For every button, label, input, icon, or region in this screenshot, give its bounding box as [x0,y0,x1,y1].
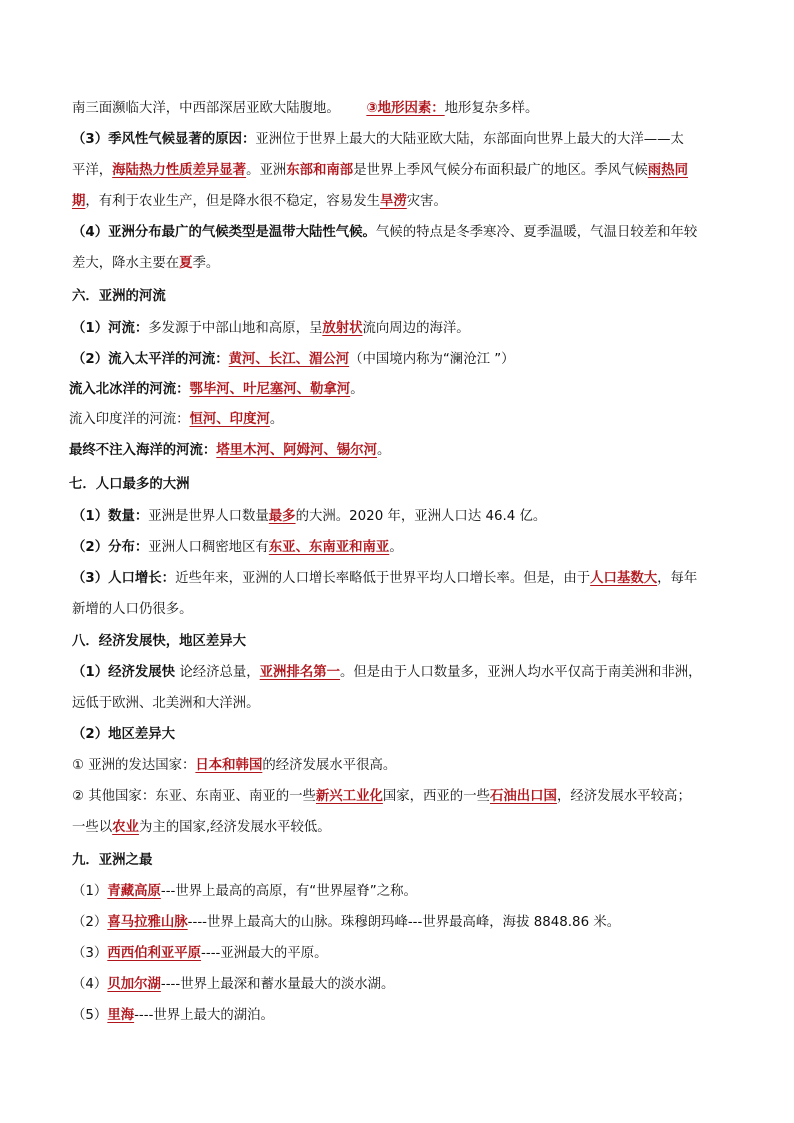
text-span: 。 [350,382,364,397]
text-span: 亚洲位于世界上最大的大陆亚欧大陆，东部面向世界上最大的大洋——太 [255,132,684,147]
key-term: 恒河、印度河 [189,412,270,427]
item-number: （1） [72,884,108,899]
rivers-pacific-line [72,351,515,369]
text-span: 。 [376,443,391,458]
superlative-item [72,1007,274,1025]
rivers-line-1 [72,320,470,338]
text-span: 亚洲是世界人口数量 [148,509,269,524]
text-span: 的经济发展水平很高。 [262,758,397,773]
key-term: 西西伯利亚平原 [107,946,202,961]
text-span: ----世界上最高大的山脉。珠穆朗玛峰---世界最高峰，海拔 8848.86 米。 [187,915,621,930]
text-span: ，经济发展水平较高； [556,789,691,804]
text-span: 差大，降水主要在 [72,256,180,271]
section-heading-population: 七．人口最多的大洲 [69,477,190,492]
text-span: 灾害。 [406,194,447,209]
key-term: 夏 [179,256,193,271]
key-term: 东亚、东南亚和南亚 [268,540,390,555]
item-number: （4） [72,977,108,992]
key-term: 期 [72,194,86,209]
monsoon-line-1 [72,131,684,149]
text-span: ----亚洲最大的平原。 [201,946,328,961]
item-label: 流入北冰洋的河流： [69,382,190,397]
text-span: ① 亚洲的发达国家： [72,758,196,773]
key-term: 人口基数大 [590,571,658,586]
item-label: （3）人口增长： [72,571,176,586]
other-countries-line-2 [72,819,331,837]
text-span: ② 其他国家：东亚、东南亚、南亚的一些 [72,789,316,804]
item-number: （3） [72,946,108,961]
text-span: 。亚洲 [246,163,287,178]
climate-text-line-1 [72,100,538,118]
text-span: 多发源于中部山地和高原，呈 [148,321,323,336]
rivers-indian-line [69,411,283,429]
text-span: 亚洲人口稠密地区有 [148,540,269,555]
key-term: 日本和韩国 [195,758,263,773]
key-term: 里海 [107,1008,135,1023]
key-term: 农业 [112,820,139,835]
other-countries-line-1 [72,788,691,806]
economy-line-2: 远低于欧洲、北美洲和大洋洲。 [72,696,260,711]
superlative-item [72,945,328,963]
rivers-arctic-line [69,381,364,399]
text-span: 气候的特点是冬季寒冷、夏季温暖，气温日较差和年较 [375,225,698,240]
text-span: 一些以 [72,820,113,835]
text-span: 平洋， [72,163,113,178]
key-term: 海陆热力性质差异显著 [112,163,247,178]
item-label: （2）分布： [72,540,149,555]
key-term: 塔里木河、阿姆河、锡尔河 [216,443,377,458]
key-term: 新兴工业化 [315,789,383,804]
monsoon-line-2 [72,162,688,180]
rivers-inland-line [69,442,390,460]
item-label: 流入印度洋的河流： [69,412,190,427]
key-term: 喜马拉雅山脉 [107,915,188,930]
text-span: ，每年 [657,571,698,586]
text-span: ----世界上最大的湖泊。 [134,1008,274,1023]
text-span: 南三面濒临大洋，中西部深居亚欧大陆腹地。 [72,101,340,116]
text-span: 地形复杂多样。 [444,101,539,116]
item-label: （1）河流： [72,321,149,336]
item-label: （1）数量： [72,509,149,524]
key-term: 贝加尔湖 [107,977,161,992]
continental-line-1 [72,224,697,242]
key-term: 亚洲排名第一 [259,665,341,680]
item-label: （1）经济发展快 [72,665,176,680]
item-label: （4）亚洲分布最广的气候类型是温带大陆性气候。 [72,225,376,240]
text-span: 论经济总量， [175,665,260,680]
terrain-factor-label: ③地形因素： [366,101,445,116]
key-term: 东部和南部 [286,163,354,178]
item-number: （5） [72,1008,108,1023]
text-span: 。 [269,412,284,427]
continental-line-2 [72,255,219,273]
population-growth-line-2: 新增的人口仍很多。 [72,602,193,617]
superlative-item [72,976,394,994]
developed-countries-line [72,757,396,775]
text-span: ---世界上最高的高原，有“世界屋脊”之称。 [160,884,417,899]
superlative-item [72,914,620,932]
key-term: 石油出口国 [489,789,557,804]
text-span: 近些年来，亚洲的人口增长率略低于世界平均人口增长率。但是，由于 [175,571,591,586]
key-term: 雨热同 [647,163,688,178]
key-term: 最多 [268,509,296,524]
section-heading-superlatives: 九．亚洲之最 [72,853,153,868]
text-span: 。但是由于人口数量多，亚洲人均水平仅高于南美洲和非洲， [340,665,702,680]
key-term: 鄂毕河、叶尼塞河、勒拿河 [189,382,351,397]
text-span: ----世界上最深和蓄水量最大的淡水湖。 [160,977,395,992]
key-term: 放射状 [322,321,363,336]
text-span: ，有利于农业生产，但是降水很不稳定，容易发生 [85,194,380,209]
text-span: 。 [389,540,403,555]
superlative-item [72,883,417,901]
population-distribution-line [72,539,403,557]
key-term: 旱涝 [379,194,407,209]
text-span: （中国境内称为“澜沧江 ”） [349,352,515,367]
item-label: 最终不注入海洋的河流： [69,443,217,458]
population-growth-line-1 [72,570,697,588]
monsoon-line-3 [72,193,447,211]
section-heading-rivers: 六．亚洲的河流 [72,289,166,304]
item-label: （2）流入太平洋的河流： [72,352,229,367]
population-count-line [72,508,546,526]
text-span: 为主的国家,经济发展水平较低。 [138,820,331,835]
key-term: 黄河、长江、湄公河 [228,352,350,367]
text-span: 的大洲。2020 年，亚洲人口达 46.4 亿。 [295,509,547,524]
text-span: 季。 [192,256,220,271]
economy-line-1 [72,664,702,682]
item-label: （3）季风性气候显著的原因： [72,132,256,147]
key-term: 青藏高原 [107,884,161,899]
section-heading-economy: 八．经济发展快，地区差异大 [72,634,247,649]
regional-difference-label: （2）地区差异大 [72,727,176,742]
text-span: 是世界上季风气候分布面积最广的地区。季风气候 [353,163,648,178]
text-span: 国家，西亚的一些 [382,789,490,804]
text-span: 流向周边的海洋。 [362,321,470,336]
item-number: （2） [72,915,108,930]
